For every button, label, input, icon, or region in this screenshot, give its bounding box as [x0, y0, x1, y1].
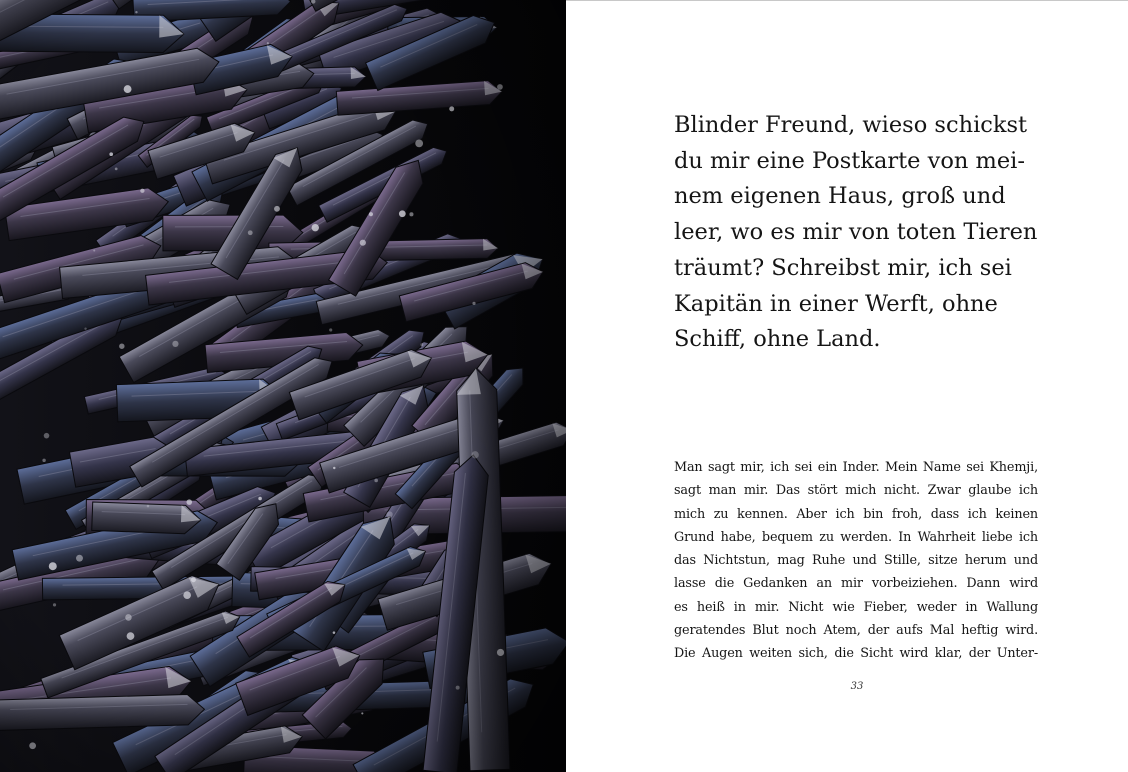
prose-line: das Nichtstun, mag Ruhe und Stille, sitze herum und: [674, 553, 1038, 569]
poem-line: Kapitän in einer Werft, ohne: [674, 290, 998, 317]
poem-line: du mir eine Postkarte von mei-: [674, 147, 1025, 174]
prose-line: Man sagt mir, ich sei ein Inder. Mein Name sei Khemji,: [674, 460, 1038, 475]
prose-line: sagt man mir. Das stört mich nicht. Zwar glaube ich: [674, 483, 1038, 499]
page-number: 33: [850, 681, 864, 692]
poem-line: leer, wo es mir von toten Tieren: [674, 219, 1038, 246]
prose-line: lasse die Gedanken an mir vorbeiziehen. Dann wird: [674, 576, 1038, 592]
prose-line: Grund habe, bequem zu werden. In Wahrheit liebe ich: [674, 529, 1038, 545]
text-page: [566, 0, 1128, 772]
poem-line: nem eigenen Haus, groß und: [674, 183, 1006, 210]
poem-line: träumt? Schreibst mir, ich sei: [674, 254, 1012, 281]
prose-line: mich zu kennen. Aber ich bin froh, dass ich keinen: [674, 506, 1038, 522]
prose-line: es heiß in mir. Nicht wie Fieber, weder in Wallung: [674, 599, 1038, 615]
prose-line: Die Augen weiten sich, die Sicht wird klar, der Unter-: [674, 646, 1038, 662]
poem-line: Schiff, ohne Land.: [674, 326, 881, 353]
poem-block: [674, 108, 1054, 358]
prose-paragraph: [674, 456, 1038, 666]
prose-line: geratendes Blut noch Atem, der aufs Mal heftig wird.: [674, 623, 1038, 639]
poem-line: Blinder Freund, wieso schickst: [674, 112, 1028, 138]
